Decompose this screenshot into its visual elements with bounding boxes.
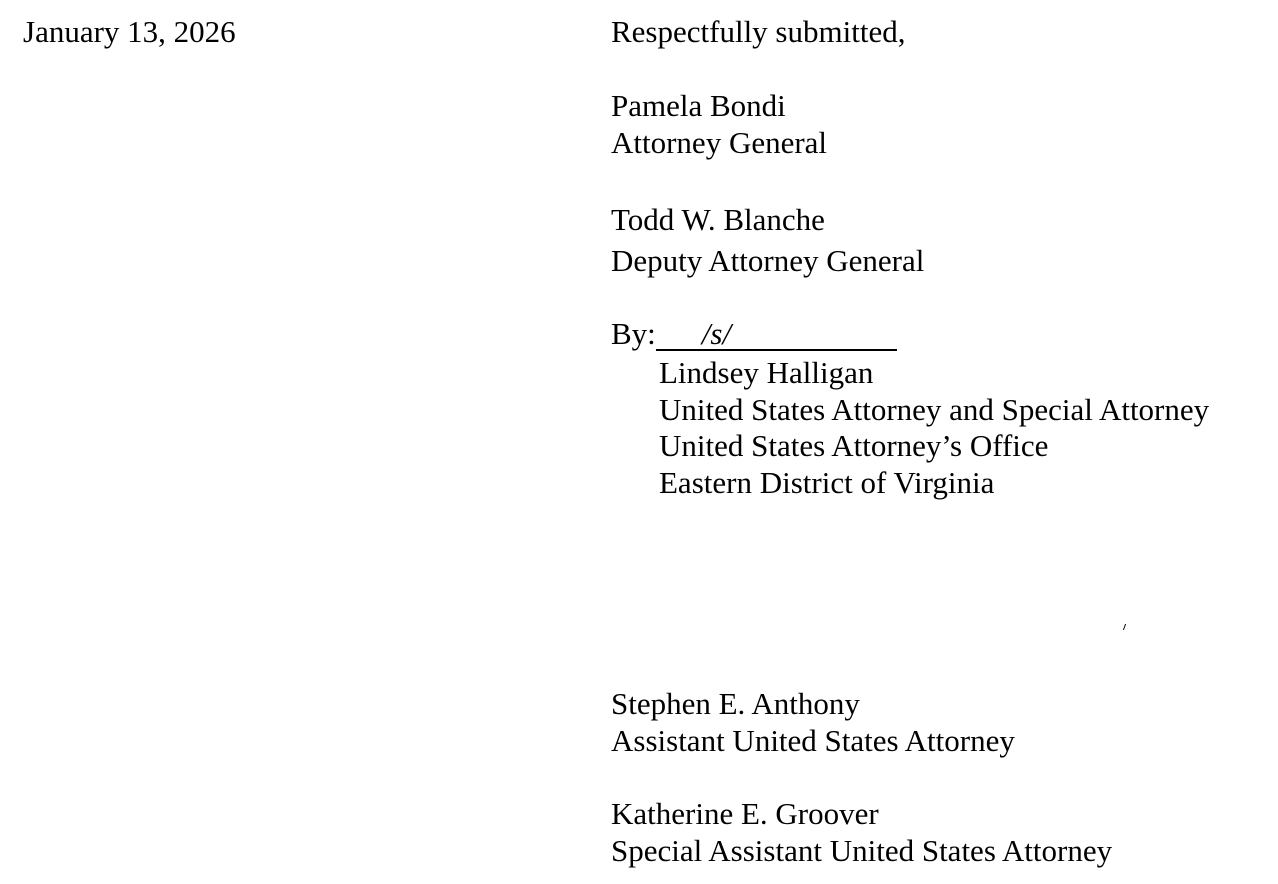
signature-block xyxy=(611,318,897,351)
signatory-district: Eastern District of Virginia xyxy=(659,465,995,500)
signatory-name: Lindsey Halligan xyxy=(659,355,874,390)
signer-title: Special Assistant United States Attorney xyxy=(611,833,1113,868)
signer-title: Deputy Attorney General xyxy=(611,243,925,278)
by-label: By: xyxy=(611,316,656,351)
signer-name: Todd W. Blanche xyxy=(611,202,825,237)
signatory-office: United States Attorney’s Office xyxy=(659,428,1049,463)
signer-title: Attorney General xyxy=(611,125,828,160)
signer-name: Stephen E. Anthony xyxy=(611,686,860,721)
signature-mark: /s/ xyxy=(701,316,732,351)
signer-name: Katherine E. Groover xyxy=(611,796,879,831)
signer-name: Pamela Bondi xyxy=(611,88,786,123)
signatory-title: United States Attorney and Special Attorney xyxy=(659,392,1210,427)
stray-mark xyxy=(1123,624,1129,630)
signature-line xyxy=(656,318,897,351)
closing-line: Respectfully submitted, xyxy=(611,14,906,49)
signer-title: Assistant United States Attorney xyxy=(611,723,1015,758)
filing-date: January 13, 2026 xyxy=(23,14,236,49)
